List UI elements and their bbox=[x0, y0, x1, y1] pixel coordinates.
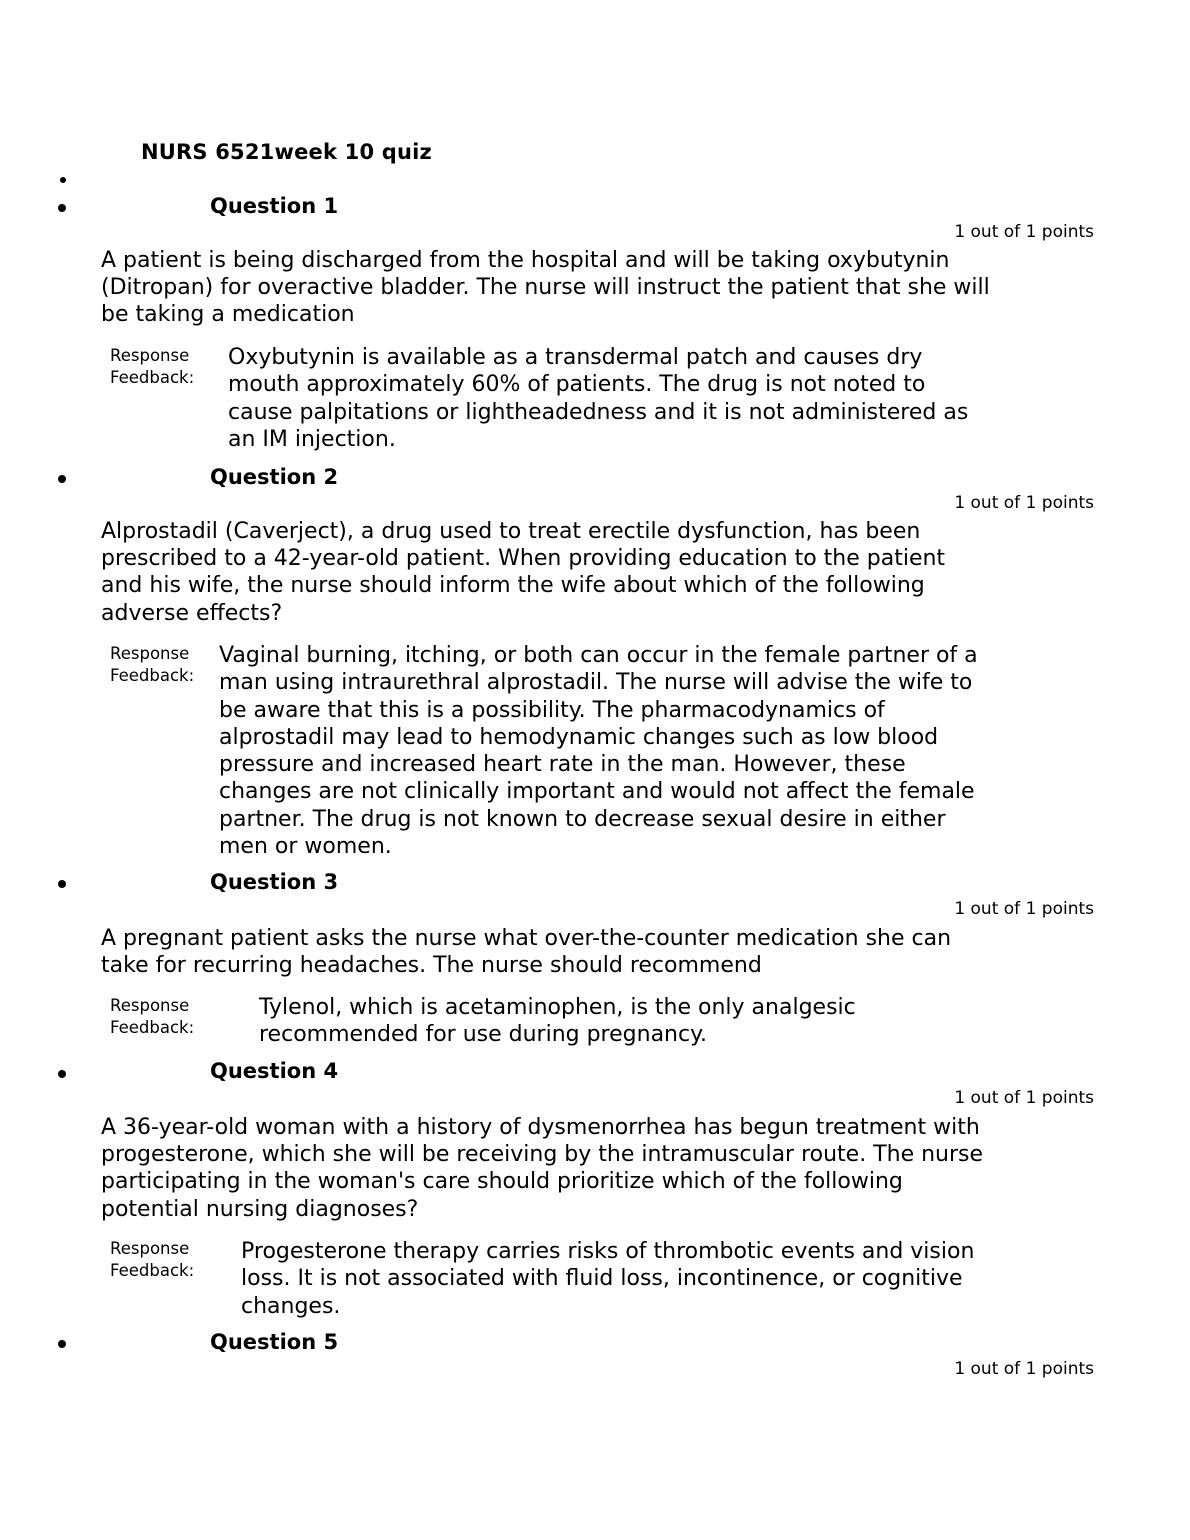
response-feedback-label: Response Feedback: bbox=[110, 1239, 195, 1280]
feedback-text: Oxybutynin is available as a transdermal patch and causes dry mouth approximately 60% of patients. The drug is not noted to cause palpitations or lightheadedness and it is not administered as an IM injection. bbox=[228, 345, 969, 452]
feedback-text: Vaginal burning, itching, or both can occur in the female partner of a man using intraurethral alprostadil. The nurse will advise the wife to be aware that this is a possibility. The pharmacodynamics of alprostadil may lead to hemodynamic changes such as low blood pressure and increased heart rate in the man. However, these changes are not clinically important and would not affect the female partner. The drug is not known to decrease sexual desire in either men or women. bbox=[219, 643, 978, 860]
document-title: NURS 6521week 10 quiz bbox=[141, 140, 432, 164]
response-feedback-label: Response Feedback: bbox=[110, 346, 195, 387]
question-heading: Question 3 bbox=[210, 870, 339, 894]
points-score: 1 out of 1 points bbox=[954, 493, 1094, 513]
points-score: 1 out of 1 points bbox=[954, 1359, 1094, 1379]
question-heading: Question 2 bbox=[210, 465, 339, 489]
question-text: A patient is being discharged from the hospital and will be taking oxybutynin (Ditropan) for overactive bladder. The nurse will instruct the patient that she will be taking a medication bbox=[101, 248, 990, 328]
bullet-icon bbox=[58, 1340, 66, 1348]
question-heading: Question 4 bbox=[210, 1059, 339, 1083]
bullet-icon bbox=[60, 177, 66, 183]
question-text: A 36-year-old woman with a history of dysmenorrhea has begun treatment with progesterone, which she will be receiving by the intramuscular route. The nurse participating in the woman's care should prioritize which of the following potential nursing diagnoses? bbox=[101, 1115, 984, 1222]
points-score: 1 out of 1 points bbox=[954, 1088, 1094, 1108]
question-text: A pregnant patient asks the nurse what over-the-counter medication she can take for recurring headaches. The nurse should recommend bbox=[101, 926, 952, 979]
question-heading: Question 5 bbox=[210, 1330, 339, 1354]
bullet-icon bbox=[58, 204, 66, 212]
bullet-icon bbox=[58, 880, 66, 888]
feedback-text: Tylenol, which is acetaminophen, is the only analgesic recommended for use during pregnancy. bbox=[259, 995, 856, 1048]
response-feedback-label: Response Feedback: bbox=[110, 644, 195, 685]
question-heading: Question 1 bbox=[210, 194, 339, 218]
response-feedback-label: Response Feedback: bbox=[110, 996, 195, 1037]
bullet-icon bbox=[58, 475, 66, 483]
bullet-icon bbox=[58, 1070, 66, 1078]
feedback-text: Progesterone therapy carries risks of thrombotic events and vision loss. It is not associated with fluid loss, incontinence, or cognitive changes. bbox=[241, 1239, 975, 1319]
points-score: 1 out of 1 points bbox=[954, 222, 1094, 242]
question-text: Alprostadil (Caverject), a drug used to treat erectile dysfunction, has been prescribed to a 42-year-old patient. When providing education to the patient and his wife, the nurse should inform the wife about which of the following adverse effects? bbox=[101, 519, 946, 626]
points-score: 1 out of 1 points bbox=[954, 899, 1094, 919]
